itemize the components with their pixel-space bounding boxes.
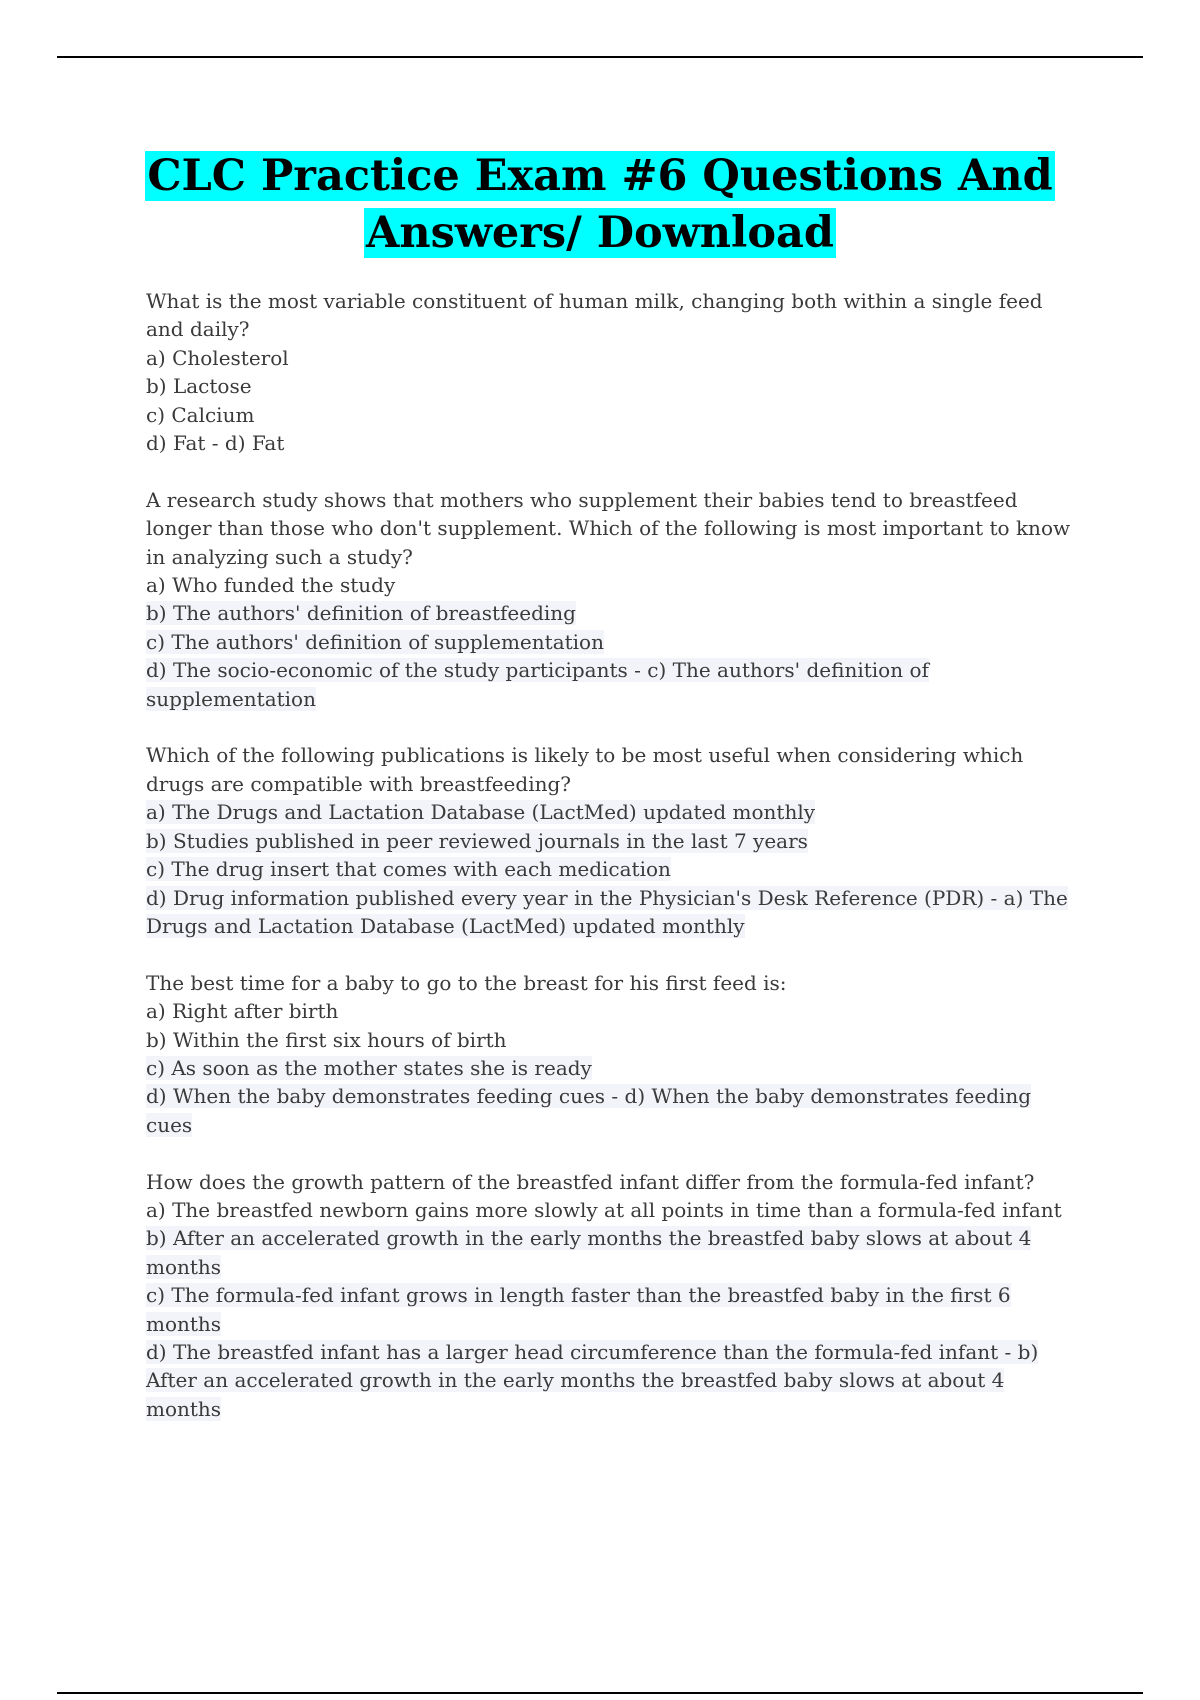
title-line-1: CLC Practice Exam #6 Questions And [147,151,1053,201]
question-text: Which of the following publications is likely to be most useful when considering which [146,743,1024,768]
answer-option: c) The drug insert that comes with each medication [146,857,671,882]
answer-option: a) The breastfed newborn gains more slowly at all points in time than a formula-fed infant [146,1197,1062,1222]
answer-option: c) As soon as the mother states she is ready [146,1055,592,1080]
question-block-2 [146,486,1146,713]
answer-option: c) Calcium [146,402,255,427]
question-block-4 [146,969,1146,1139]
question-block-3 [146,741,1146,940]
answer-option: After an accelerated growth in the early months the breastfed baby slows at about 4 [146,1368,1005,1393]
answer-option: a) The Drugs and Lactation Database (LactMed) updated monthly [146,800,816,825]
answer-option: months [146,1311,222,1336]
answer-option: b) After an accelerated growth in the early months the breastfed baby slows at about 4 [146,1226,1032,1251]
question-text: and daily? [146,317,250,342]
answer-option: a) Cholesterol [146,345,289,370]
answer-option: supplementation [146,686,316,711]
answer-option: d) The breastfed infant has a larger head circumference than the formula-fed infant - b) [146,1339,1039,1364]
question-text: What is the most variable constituent of human milk, changing both within a single feed [146,289,1043,313]
question-text: longer than those who don't supplement. Which of the following is most important to know [146,516,1071,541]
bottom-rule [57,1692,1143,1694]
page-title [100,148,1100,262]
question-text: How does the growth pattern of the breastfed infant differ from the formula-fed infant? [146,1169,1035,1194]
question-list [146,287,1146,1452]
answer-option: b) Lactose [146,374,252,399]
answer-option: b) Studies published in peer reviewed journals in the last 7 years [146,828,808,853]
top-rule [57,56,1143,58]
question-text: in analyzing such a study? [146,544,413,569]
question-text: The best time for a baby to go to the breast for his first feed is: [146,970,787,995]
answer-option: Drugs and Lactation Database (LactMed) updated monthly [146,913,745,938]
answer-option: cues [146,1112,193,1137]
answer-option: d) Fat - d) Fat [146,431,285,456]
answer-option: b) The authors' definition of breastfeeding [146,601,576,626]
question-text: drugs are compatible with breastfeeding? [146,771,571,796]
answer-option: months [146,1396,222,1421]
answer-option: a) Right after birth [146,999,339,1024]
answer-option: c) The formula-fed infant grows in length faster than the breastfed baby in the first 6 [146,1283,1011,1308]
title-line-2: Answers/ Download [366,208,834,258]
question-text: A research study shows that mothers who supplement their babies tend to breastfeed [146,487,1018,512]
answer-option: b) Within the first six hours of birth [146,1027,507,1052]
answer-option: d) The socio-economic of the study participants - c) The authors' definition of [146,658,929,683]
answer-option: months [146,1254,222,1279]
answer-option: d) When the baby demonstrates feeding cues - d) When the baby demonstrates feeding [146,1084,1032,1109]
question-block-5 [146,1168,1146,1424]
question-block-1 [146,287,1146,457]
answer-option: c) The authors' definition of supplementation [146,629,604,654]
answer-option: a) Who funded the study [146,573,396,598]
answer-option: d) Drug information published every year in the Physician's Desk Reference (PDR) - a) The [146,885,1068,910]
